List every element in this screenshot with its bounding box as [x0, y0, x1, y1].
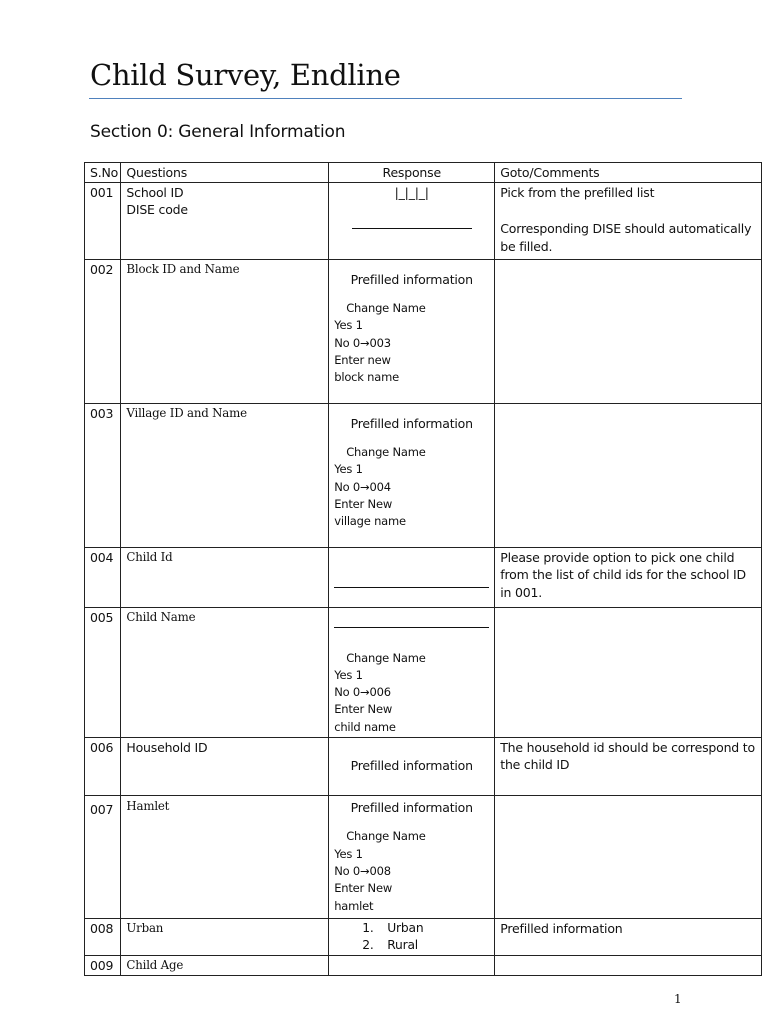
row-response[interactable]	[329, 737, 495, 795]
row-question: Household ID	[121, 737, 329, 795]
header-sno: S.No	[85, 163, 121, 183]
table-row	[85, 918, 762, 955]
area-options[interactable]	[334, 920, 489, 954]
row-comment: Prefilled information	[495, 918, 762, 955]
row-sno: 001	[85, 182, 121, 259]
table-row	[85, 795, 762, 918]
title-underline	[89, 98, 682, 99]
row-question	[121, 182, 329, 259]
row-sno: 009	[85, 955, 121, 976]
prefilled-label: Prefilled information	[350, 415, 473, 431]
row-response[interactable]	[329, 955, 495, 976]
row-response[interactable]	[329, 547, 495, 607]
row-question: Urban	[121, 918, 329, 955]
table-row	[85, 737, 762, 795]
header-questions: Questions	[121, 163, 329, 183]
option-urban[interactable]: 1. Urban	[362, 920, 424, 935]
row-comment: The household id should be correspond to the child ID	[495, 737, 762, 795]
row-question: Child Age	[121, 955, 329, 976]
table-row	[85, 259, 762, 403]
row-question: Block ID and Name	[121, 259, 329, 403]
row-comment	[495, 955, 762, 976]
survey-table	[84, 162, 762, 976]
row-sno: 002	[85, 259, 121, 403]
row-comment	[495, 607, 762, 737]
row-comment: Pick from the prefilled list Corresponding DISE should automatically be filled.	[495, 182, 762, 259]
table-row	[85, 955, 762, 976]
section-title: Section 0: General Information	[90, 122, 346, 142]
row-sno: 006	[85, 737, 121, 795]
row-question: Child Id	[121, 547, 329, 607]
page-number: 1	[674, 992, 682, 1006]
row-sno: 003	[85, 403, 121, 547]
dise-code-line[interactable]	[352, 228, 472, 229]
row-response[interactable]	[329, 918, 495, 955]
row-response[interactable]: Change Name Yes 1 No 0→006 Enter New child name	[329, 607, 495, 737]
table-row	[85, 607, 762, 737]
option-rural[interactable]: 2. Rural	[362, 937, 419, 952]
school-id-boxes[interactable]: |_|_|_|	[394, 184, 429, 200]
table-header-row	[85, 163, 762, 183]
question-school-id: School ID	[126, 184, 184, 200]
row-response[interactable]	[329, 182, 495, 259]
prefilled-label: Prefilled information	[350, 757, 473, 773]
table-row	[85, 403, 762, 547]
prefilled-label: Prefilled information	[350, 799, 473, 815]
row-question: Village ID and Name	[121, 403, 329, 547]
document-title: Child Survey, Endline	[90, 58, 401, 92]
prefilled-label: Prefilled information	[350, 271, 473, 287]
row-sno: 008	[85, 918, 121, 955]
row-comment: Please provide option to pick one child from the list of child ids for the school ID in 001.	[495, 547, 762, 607]
header-response: Response	[329, 163, 495, 183]
row-comment	[495, 403, 762, 547]
row-question: Hamlet	[121, 795, 329, 918]
question-dise-code: DISE code	[126, 202, 188, 217]
row-response[interactable]: Prefilled information Change Name Yes 1 No 0→004 Enter New village name	[329, 403, 495, 547]
row-comment	[495, 795, 762, 918]
row-sno: 007	[85, 795, 121, 918]
table-row	[85, 547, 762, 607]
row-question: Child Name	[121, 607, 329, 737]
table-row	[85, 182, 762, 259]
row-response[interactable]: Prefilled information Change Name Yes 1 No 0→008 Enter New hamlet	[329, 795, 495, 918]
row-sno: 004	[85, 547, 121, 607]
row-sno: 005	[85, 607, 121, 737]
row-response[interactable]: Prefilled information Change Name Yes 1 No 0→003 Enter new block name	[329, 259, 495, 403]
child-id-line[interactable]	[334, 587, 489, 588]
row-comment	[495, 259, 762, 403]
header-comments: Goto/Comments	[495, 163, 762, 183]
